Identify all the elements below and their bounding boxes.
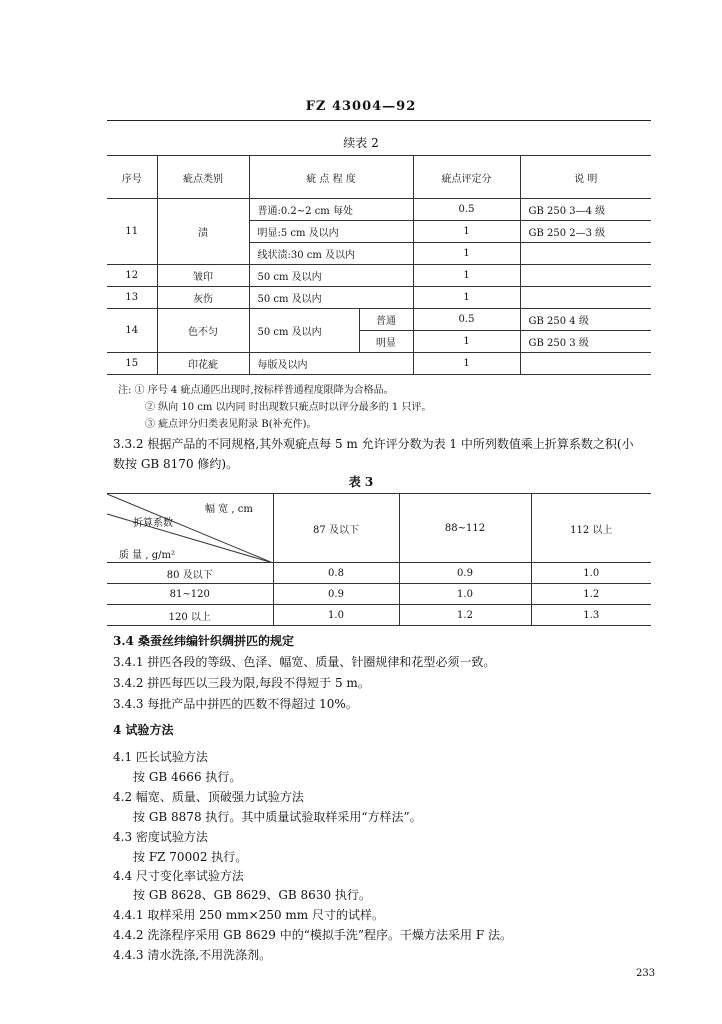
table3-header-row [107, 494, 651, 563]
table-cell: 1.0 [399, 584, 531, 605]
cell-note: GB 250 2—3 级 [520, 221, 651, 243]
cell-degree: 50 cm 及以内 [249, 265, 413, 287]
cell-degree: 50 cm 及以内 [249, 309, 359, 353]
table2 [107, 155, 651, 375]
section-4-4-2: 4.4.2 洗涤程序采用 GB 8629 中的“模拟手洗”程序。干燥方法采用 F 法。 [113, 928, 512, 942]
header-cell: 疵 点 程 度 [249, 156, 413, 199]
section-4-3: 4.3 密度试验方法 [113, 830, 208, 844]
table2-header-row [107, 156, 651, 199]
cell-no: 13 [107, 287, 157, 309]
section-3-4: 3.4 桑蚕丝纬编针织绸拼匹的规定 [113, 634, 295, 648]
column-header: 87 及以下 [273, 494, 399, 563]
cell-category: 皱印 [157, 265, 249, 287]
table-row [107, 563, 651, 584]
table-row [107, 287, 651, 309]
table2-notes [118, 381, 431, 432]
section-4-4-1: 4.4.1 取样采用 250 mm×250 mm 尺寸的试样。 [113, 908, 384, 922]
table-cell: 1.0 [531, 563, 651, 584]
paragraph-3-3-2-cont: 数按 GB 8170 修约)。 [113, 457, 239, 471]
cell-note [520, 287, 651, 309]
section-4-4-body: 按 GB 8628、GB 8629、GB 8630 执行。 [133, 888, 371, 902]
row-label: 80 及以下 [107, 563, 273, 584]
table3-corner-cell [107, 494, 273, 563]
page-number: 233 [636, 968, 656, 979]
section-4-3-body: 按 FZ 70002 执行。 [133, 850, 248, 864]
row-label: 81~120 [107, 584, 273, 605]
cell-degree: 明显:5 cm 及以内 [249, 221, 413, 243]
cell-degree: 50 cm 及以内 [249, 287, 413, 309]
paragraph-3-3-2: 3.3.2 根据产品的不同规格,其外观疵点每 5 m 允许评分数为表 1 中所列数值乘上折算系数之积(小 [113, 437, 634, 451]
header-cell: 序号 [107, 156, 157, 199]
section-4-2: 4.2 幅宽、质量、顶破强力试验方法 [113, 790, 304, 804]
cell-note [520, 265, 651, 287]
section-3-4-2: 3.4.2 拼匹每匹以三段为限,每段不得短于 5 m。 [113, 676, 370, 690]
table-cell: 1.3 [531, 605, 651, 626]
table-cell: 1.0 [273, 605, 399, 626]
row-label: 120 以上 [107, 605, 273, 626]
cell-score: 1 [413, 265, 520, 287]
table-cell: 1.2 [399, 605, 531, 626]
cell-score: 1 [413, 287, 520, 309]
corner-label-width: 幅 宽 , cm [205, 504, 253, 515]
header-cell: 疵点类别 [157, 156, 249, 199]
cell-score: 0.5 [413, 309, 520, 331]
table-cell: 1.2 [531, 584, 651, 605]
section-3-4-3: 3.4.3 每批产品中拼匹的匹数不得超过 10%。 [113, 697, 358, 711]
cell-category: 印花疵 [157, 353, 249, 375]
cell-degree: 每版及以内 [249, 353, 413, 375]
section-4-4: 4.4 尺寸变化率试验方法 [113, 869, 244, 883]
table-row [107, 309, 651, 331]
table2-caption: 续表 2 [343, 136, 379, 150]
cell-score: 1 [413, 243, 520, 265]
cell-no: 11 [107, 199, 157, 265]
header-cell: 说 明 [520, 156, 651, 199]
cell-no: 14 [107, 309, 157, 353]
table-row [107, 353, 651, 375]
section-4-2-body: 按 GB 8878 执行。其中质量试验取样采用“方样法”。 [133, 810, 422, 824]
document-header: FZ 43004—92 [305, 99, 417, 114]
table-row [107, 199, 651, 221]
table3-caption: 表 3 [348, 475, 374, 489]
cell-score: 1 [413, 221, 520, 243]
cell-no: 15 [107, 353, 157, 375]
cell-note [520, 353, 651, 375]
section-4-heading: 4 试验方法 [113, 723, 174, 737]
corner-label-mass: 质 量 , g/m² [119, 550, 175, 561]
note-2: ② 纵向 10 cm 以内同 时出现数只疵点时以评分最多的 1 只评。 [145, 402, 432, 413]
table-cell: 0.9 [399, 563, 531, 584]
cell-note [520, 243, 651, 265]
section-3-4-1: 3.4.1 拼匹各段的等级、色泽、幅宽、质量、针圈规律和花型必须一致。 [113, 655, 496, 669]
column-header: 112 以上 [531, 494, 651, 563]
cell-degree: 线状渍:30 cm 及以内 [249, 243, 413, 265]
table-row [107, 584, 651, 605]
table-row [107, 265, 651, 287]
table3 [107, 493, 651, 626]
cell-note: GB 250 4 级 [520, 309, 651, 331]
column-header: 88~112 [399, 494, 531, 563]
corner-label-factor: 折算系数 [133, 518, 173, 529]
note-3: ③ 疵点评分归类表见附录 B(补充件)。 [145, 419, 317, 430]
section-4-4-3: 4.4.3 清水洗涤,不用洗涤剂。 [113, 948, 272, 962]
cell-grade: 普通 [359, 309, 413, 331]
header-rule [107, 120, 651, 121]
section-4-1-body: 按 GB 4666 执行。 [133, 770, 242, 784]
cell-score: 0.5 [413, 199, 520, 221]
cell-note: GB 250 3—4 级 [520, 199, 651, 221]
table-cell: 0.9 [273, 584, 399, 605]
cell-category: 灰伤 [157, 287, 249, 309]
cell-grade: 明显 [359, 331, 413, 353]
cell-category: 色不匀 [157, 309, 249, 353]
table-row [107, 605, 651, 626]
cell-degree: 普通:0.2~2 cm 每处 [249, 199, 413, 221]
header-cell: 疵点评定分 [413, 156, 520, 199]
cell-score: 1 [413, 331, 520, 353]
cell-no: 12 [107, 265, 157, 287]
cell-category: 渍 [157, 199, 249, 265]
table-cell: 0.8 [273, 563, 399, 584]
cell-note: GB 250 3 级 [520, 331, 651, 353]
note-1: 注: ① 序号 4 疵点通匹出现时,按标样普通程度限降为合格品。 [118, 385, 394, 396]
cell-score: 1 [413, 353, 520, 375]
section-4-1: 4.1 匹长试验方法 [113, 750, 208, 764]
